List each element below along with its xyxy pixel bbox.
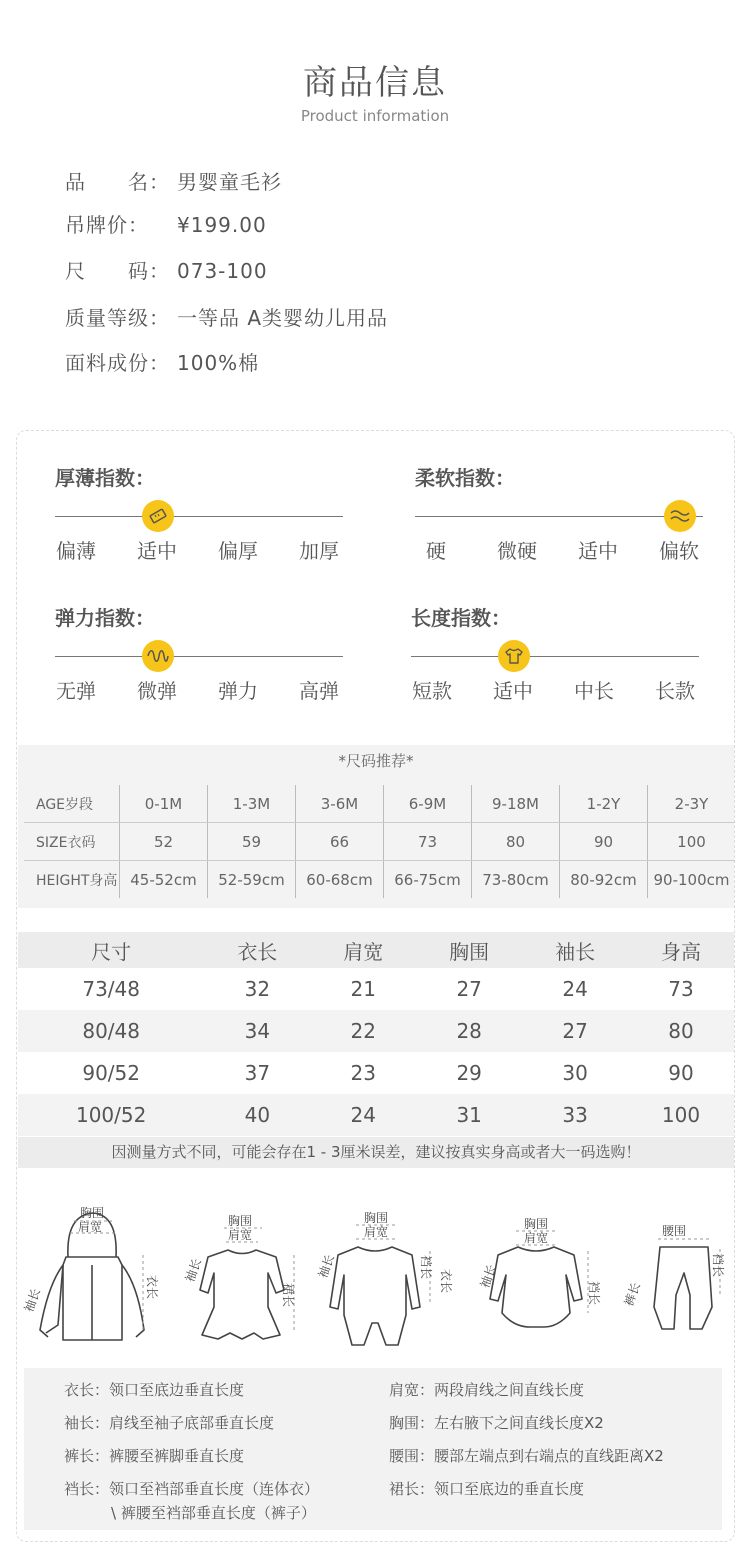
definition-pants: 裤长：裤腰至裤脚垂直长度 xyxy=(64,1447,245,1465)
length-tick: 长款 xyxy=(655,679,695,703)
table-cell: 9-18M xyxy=(472,785,560,823)
page-subtitle: Product information xyxy=(300,107,450,125)
info-row-grade xyxy=(65,303,388,333)
table-cell: 80-92cm xyxy=(560,861,648,899)
table-cell: 52 xyxy=(120,823,208,861)
table-row xyxy=(24,785,735,823)
table-cell: 21 xyxy=(350,977,376,1001)
info-row-size xyxy=(65,256,268,286)
table-cell: 66-75cm xyxy=(384,861,472,899)
softness-tick: 微硬 xyxy=(497,539,537,563)
elasticity-tick: 高弹 xyxy=(299,679,339,703)
diagram-label: 袖长 xyxy=(315,1252,338,1281)
table-cell: 59 xyxy=(208,823,296,861)
shirt-icon xyxy=(498,640,530,672)
definition-waist: 腰围：腰部左端点到右端点的直线距离X2 xyxy=(389,1447,664,1465)
length-tick: 适中 xyxy=(493,679,533,703)
info-value: 073-100 xyxy=(177,259,268,283)
table-cell: 3-6M xyxy=(296,785,384,823)
table-cell: 24 xyxy=(562,977,588,1001)
column-header: 身高 xyxy=(628,932,734,968)
elasticity-track xyxy=(55,656,343,657)
column-header: 袖长 xyxy=(522,932,628,968)
definition-crotch-pants: \ 裤腰至裆部垂直长度（裤子） xyxy=(111,1504,316,1522)
info-row-price xyxy=(65,210,267,240)
table-cell: 37 xyxy=(244,1061,271,1085)
info-label: 吊牌价： xyxy=(65,213,149,237)
size-recommend-title: *尺码推荐* xyxy=(338,752,414,770)
diagram-label: 裆长 xyxy=(419,1255,433,1280)
table-cell: 90-100cm xyxy=(648,861,736,899)
column-header: 肩宽 xyxy=(310,932,416,968)
table-cell: 100/52 xyxy=(18,1094,204,1136)
diagram-label: 肩宽 xyxy=(524,1231,549,1245)
info-row-fabric xyxy=(65,348,259,378)
diagram-label: 裙长 xyxy=(281,1283,295,1308)
table-cell: 90 xyxy=(560,823,648,861)
diagram-label: 胸围 xyxy=(524,1217,549,1231)
length-tick: 中长 xyxy=(574,679,614,703)
table-row xyxy=(24,861,735,899)
info-label: 面料成份： xyxy=(65,351,170,375)
table-cell: 90/52 xyxy=(82,1061,140,1085)
row-label: AGE岁段 xyxy=(24,785,120,823)
elasticity-index-title: 弹力指数： xyxy=(55,606,155,630)
definition-crotch: 裆长：领口至裆部垂直长度（连体衣） xyxy=(64,1480,320,1498)
table-cell: 27 xyxy=(522,1010,628,1052)
romper-diagram xyxy=(330,1247,420,1345)
softness-track xyxy=(415,516,703,517)
table-cell: 80 xyxy=(472,823,560,861)
info-label: 质量等级： xyxy=(65,306,170,330)
table-cell: 80 xyxy=(628,1010,734,1052)
diagram-label: 腰围 xyxy=(662,1224,687,1238)
measurement-note: 因测量方式不同，可能会存在1 - 3厘米误差，建议按真实身高或者大一码选购！ xyxy=(18,1137,734,1168)
table-cell: 1-2Y xyxy=(560,785,648,823)
thickness-index-title: 厚薄指数： xyxy=(55,466,155,490)
table-cell: 100 xyxy=(628,1094,734,1136)
softness-index-title: 柔软指数： xyxy=(415,466,515,490)
definition-chest: 胸围：左右腋下之间直线长度X2 xyxy=(389,1414,604,1432)
diagram-label: 裤长 xyxy=(621,1280,644,1309)
diagram-label: 袖长 xyxy=(477,1262,500,1291)
thickness-track xyxy=(55,516,343,517)
definition-length: 衣长：领口至底边垂直长度 xyxy=(64,1381,245,1399)
length-track xyxy=(411,656,699,657)
thickness-tick: 加厚 xyxy=(299,539,339,563)
table-cell: 2-3Y xyxy=(648,785,736,823)
length-tick: 短款 xyxy=(412,679,452,703)
table-cell: 27 xyxy=(456,977,482,1001)
table-cell: 66 xyxy=(296,823,384,861)
table-cell: 73-80cm xyxy=(472,861,560,899)
table-header-row xyxy=(18,932,734,968)
ruler-icon xyxy=(142,500,174,532)
size-recommend-table xyxy=(24,785,735,898)
table-cell: 34 xyxy=(204,1010,310,1052)
info-value: 100%棉 xyxy=(177,351,260,375)
diagram-label: 肩宽 xyxy=(364,1225,389,1239)
table-cell: 32 xyxy=(244,977,271,1001)
table-cell: 0-1M xyxy=(120,785,208,823)
diagram-label: 裆长 xyxy=(711,1253,725,1278)
diagram-label: 衣长 xyxy=(145,1275,159,1300)
table-cell: 22 xyxy=(310,1010,416,1052)
table-cell: 90 xyxy=(668,1061,694,1085)
elasticity-tick: 弹力 xyxy=(218,679,258,703)
table-row xyxy=(18,1052,734,1094)
table-cell: 33 xyxy=(522,1094,628,1136)
table-cell: 73/48 xyxy=(82,977,140,1001)
softness-tick: 硬 xyxy=(426,539,446,563)
size-measure-table xyxy=(18,932,734,1136)
bodysuit-diagram xyxy=(490,1247,582,1327)
diagram-label: 胸围 xyxy=(228,1214,253,1228)
diagram-label: 袖长 xyxy=(21,1286,44,1315)
table-cell: 52-59cm xyxy=(208,861,296,899)
column-header: 尺寸 xyxy=(18,932,204,968)
info-label: 尺 码： xyxy=(65,259,170,283)
thickness-tick: 偏薄 xyxy=(56,539,96,563)
column-header: 胸围 xyxy=(416,932,522,968)
table-row xyxy=(18,1094,734,1136)
row-label: SIZE衣码 xyxy=(24,823,120,861)
table-cell: 60-68cm xyxy=(296,861,384,899)
info-row-name xyxy=(65,167,282,197)
diagram-label: 衣长 xyxy=(439,1269,453,1294)
column-header: 衣长 xyxy=(204,932,310,968)
table-row xyxy=(24,823,735,861)
table-cell: 73 xyxy=(668,977,694,1001)
pants-diagram xyxy=(654,1247,712,1329)
table-cell: 31 xyxy=(416,1094,522,1136)
diagram-label: 胸围 xyxy=(364,1211,389,1225)
definition-shoulder: 肩宽：两段肩线之间直线长度 xyxy=(389,1381,585,1399)
length-index-title: 长度指数： xyxy=(411,606,511,630)
diagram-label: 胸围 xyxy=(80,1206,105,1220)
spring-icon xyxy=(142,640,174,672)
diagram-label: 肩宽 xyxy=(228,1228,253,1242)
table-cell: 100 xyxy=(648,823,736,861)
table-cell: 45-52cm xyxy=(120,861,208,899)
table-cell: 6-9M xyxy=(384,785,472,823)
elasticity-tick: 无弹 xyxy=(56,679,96,703)
page-title: 商品信息 xyxy=(303,63,447,103)
softness-tick: 适中 xyxy=(578,539,618,563)
diagram-label: 裆长 xyxy=(587,1281,601,1306)
info-value: ¥199.00 xyxy=(177,213,267,237)
diagram-label: 袖长 xyxy=(182,1256,205,1285)
garment-diagrams xyxy=(18,1195,734,1355)
wave-icon xyxy=(664,500,696,532)
row-label: HEIGHT身高 xyxy=(36,872,118,889)
table-cell: 28 xyxy=(416,1010,522,1052)
table-row xyxy=(18,1010,734,1052)
definition-skirt: 裙长：领口至底边的垂直长度 xyxy=(389,1480,585,1498)
table-cell: 29 xyxy=(456,1061,482,1085)
table-cell: 80/48 xyxy=(18,1010,204,1052)
info-value: 一等品 A类婴幼儿用品 xyxy=(177,306,389,330)
thickness-tick: 适中 xyxy=(137,539,177,563)
info-value: 男婴童毛衫 xyxy=(177,170,282,194)
dress-diagram xyxy=(200,1250,284,1339)
definition-sleeve: 袖长：肩线至袖子底部垂直长度 xyxy=(64,1414,275,1432)
table-cell: 73 xyxy=(384,823,472,861)
info-label: 品 名： xyxy=(65,170,170,194)
thickness-tick: 偏厚 xyxy=(218,539,258,563)
table-cell: 1-3M xyxy=(208,785,296,823)
diagram-label: 肩宽 xyxy=(78,1220,103,1234)
table-cell: 30 xyxy=(562,1061,588,1085)
table-cell: 23 xyxy=(350,1061,376,1085)
elasticity-tick: 微弹 xyxy=(137,679,177,703)
table-cell: 40 xyxy=(204,1094,310,1136)
table-cell: 24 xyxy=(310,1094,416,1136)
table-row xyxy=(18,968,734,1010)
softness-tick: 偏软 xyxy=(659,539,699,563)
